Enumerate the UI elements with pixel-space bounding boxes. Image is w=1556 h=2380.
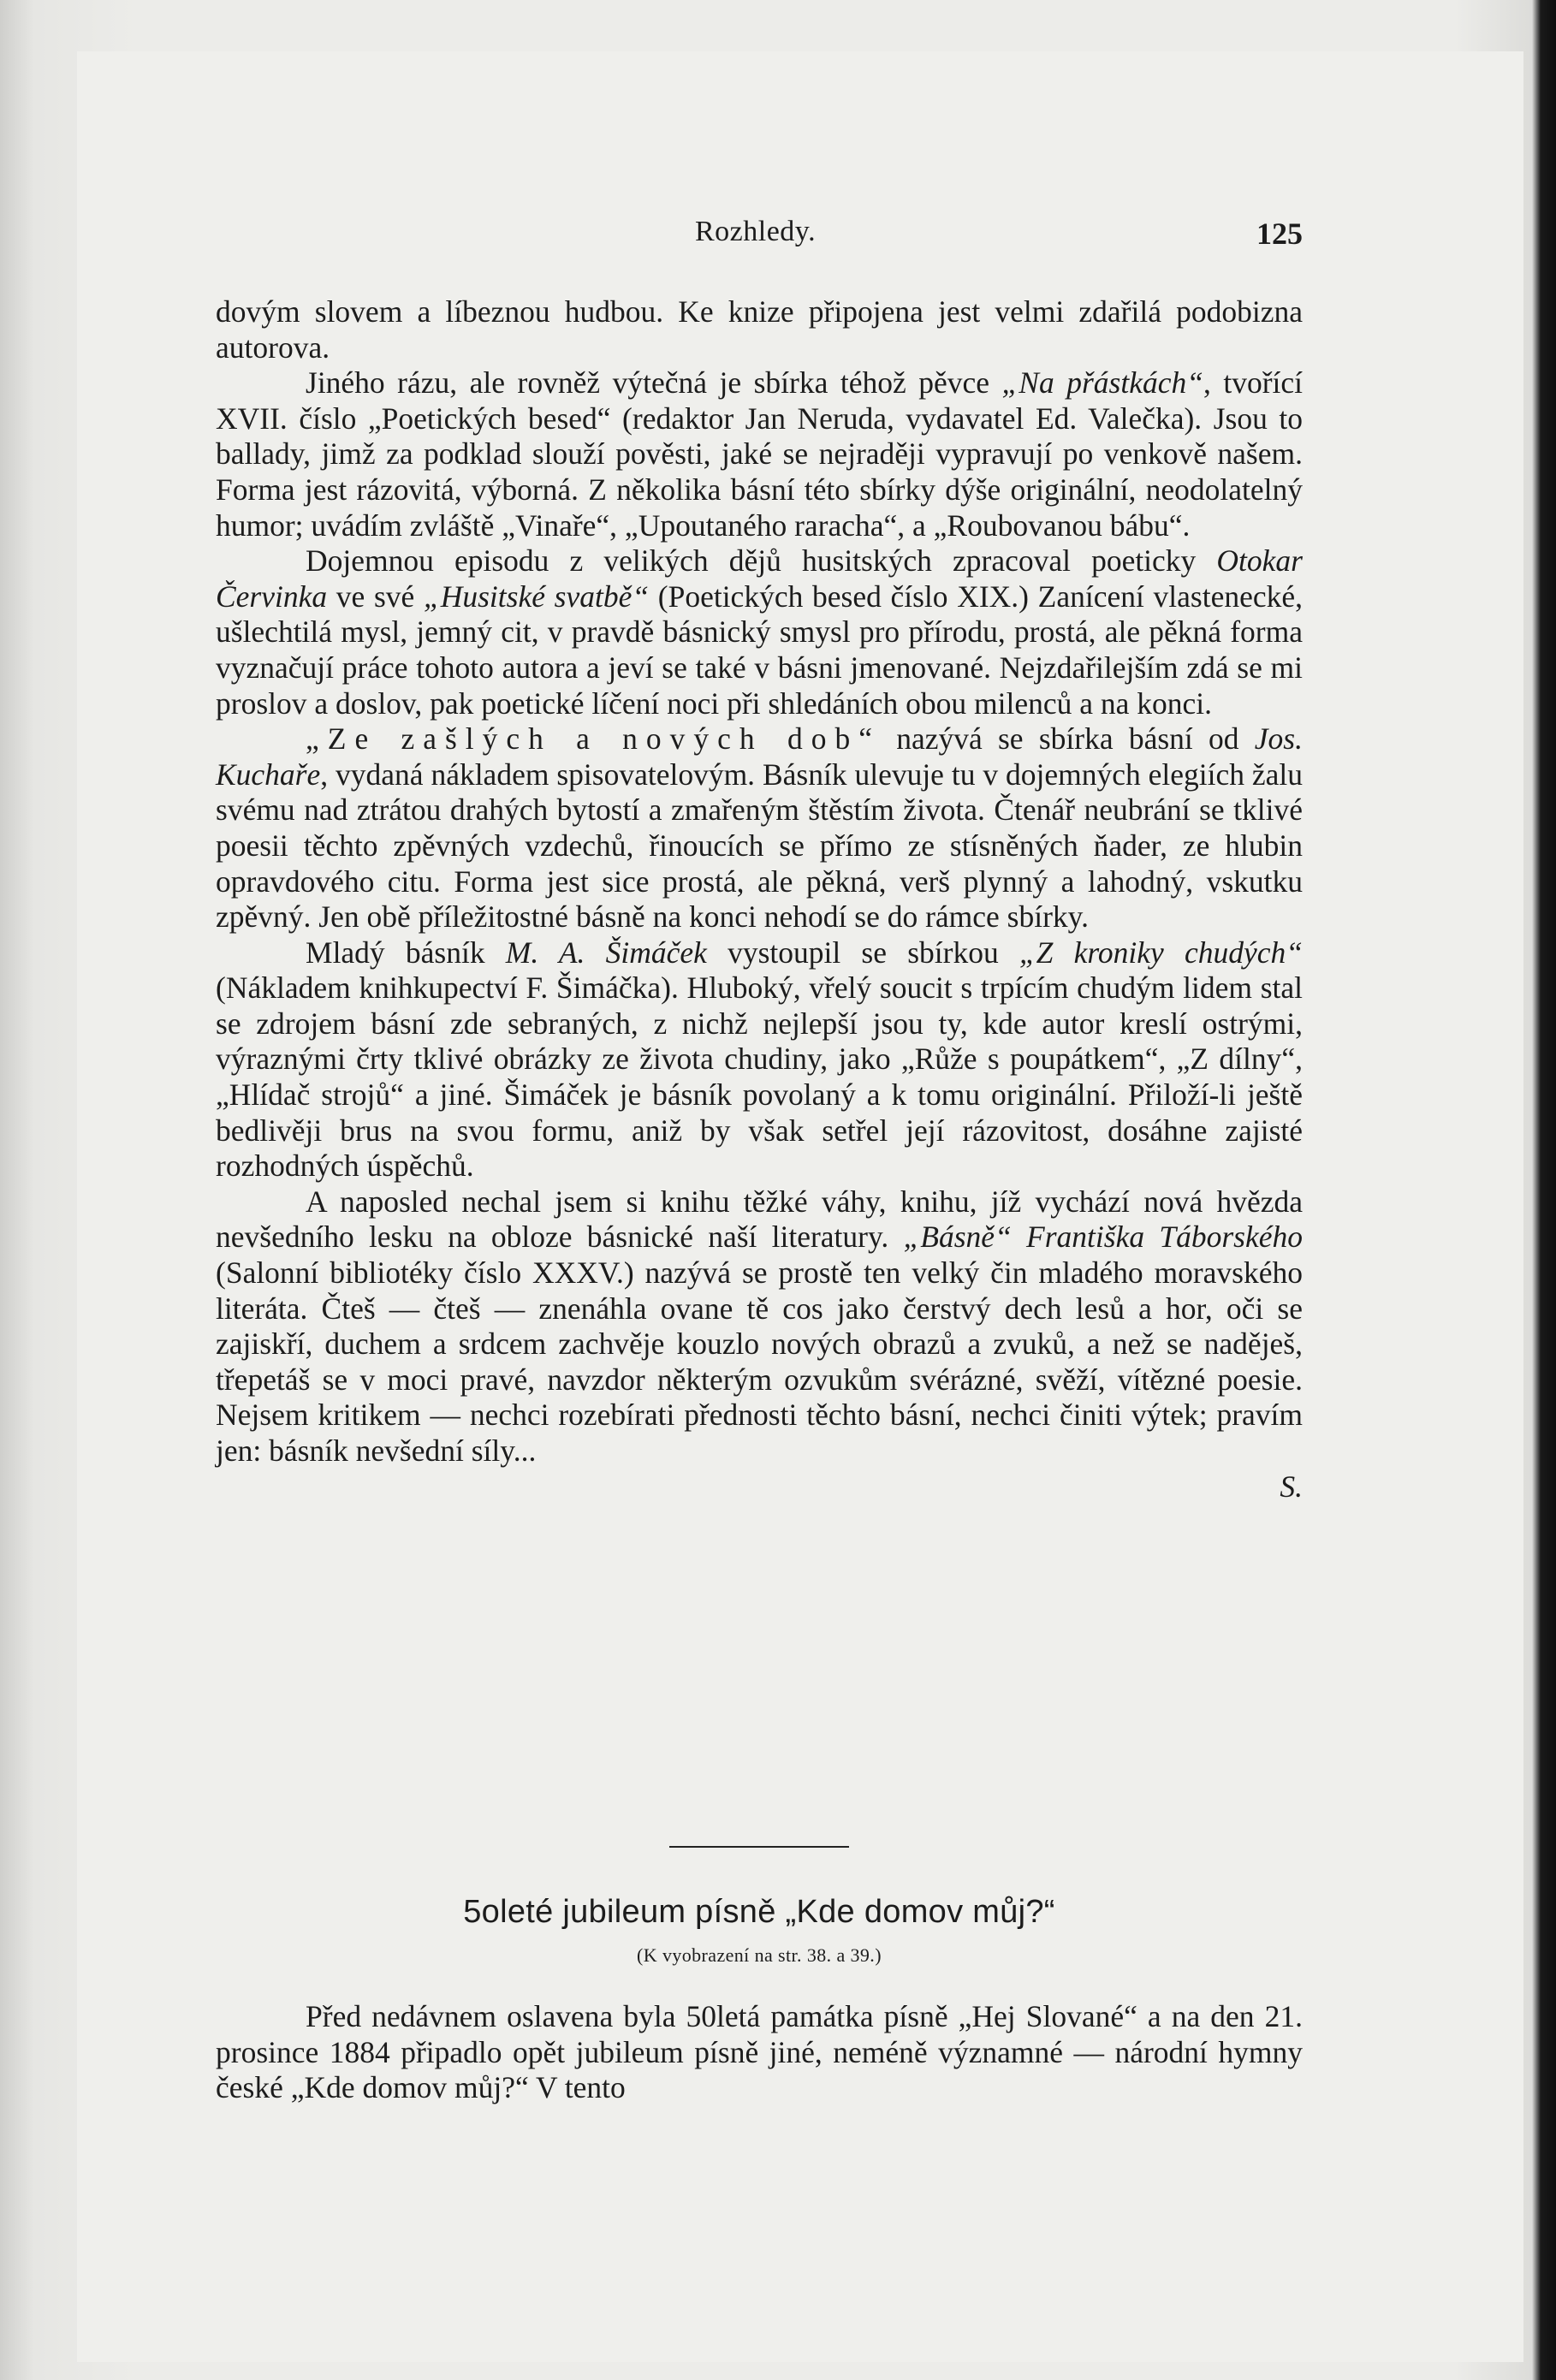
italic-title: Jos. Kuchaře bbox=[216, 721, 1303, 792]
paragraph: Před nedávnem oslavena byla 50letá památka písně „Hej Slované“ a na den 21. prosince 1884 připadlo opět jubileum písně jiné, neméně významné — národní hymny české „Kde domov můj?“ V tento bbox=[216, 1999, 1303, 2105]
section-subtitle: (K vyobrazení na str. 38. a 39.) bbox=[637, 1944, 882, 1966]
text-run: (Poetických besed číslo XIX.) Zanícení vlastenecké, ušlechtilá mysl, jemný cit, v pravdě básnický smysl pro přírodu, prostá, ale pěkná forma vyznačují práce tohoto autora a jeví se také v básni jmenované. Nejzdařilejším zdá se mi proslov a doslov, pak poetické líčení noci při shledáních obou milenců a na konci. bbox=[216, 579, 1303, 721]
paragraph bbox=[216, 543, 1303, 721]
paragraph bbox=[216, 294, 1303, 365]
text-run: A naposled nechal jsem si knihu těžké váhy, knihu, jíž vychází nová hvězda nevšedního lesku na obloze básnické naší literatury. bbox=[216, 1184, 1303, 1255]
spaced-title: „Ze zašlých a nových dob“ bbox=[306, 721, 881, 757]
paragraph bbox=[216, 721, 1303, 935]
italic-title: „Husitské svatbě“ bbox=[423, 579, 650, 614]
italic-title: „Básně“ Františka Táborského bbox=[903, 1220, 1303, 1255]
signature-text: S. bbox=[1280, 1469, 1303, 1504]
text-run: dovým slovem a líbeznou hudbou. Ke knize připojena jest velmi zdařilá podobizna autorova. bbox=[216, 294, 1303, 365]
page-header bbox=[216, 216, 1303, 253]
text-run: Dojemnou episodu z velikých dějů husitských zpracoval poeticky bbox=[306, 543, 1217, 579]
paragraph bbox=[216, 935, 1303, 1184]
text-run: Mladý básník bbox=[306, 935, 506, 970]
running-head: Rozhledy. bbox=[695, 216, 817, 247]
italic-title: „Na přástkách“ bbox=[1001, 365, 1203, 401]
text-run: , vydaná nákladem spisovatelovým. Básník ulevuje tu v dojemných elegiích žalu svému nad ztrátou drahých bytostí a zmařeným štěstím života. Čtenář neubrání se tklivé poesii těchto zpěvných vzdechů, řinoucích se přímo ze stísněných ňader, ze hlubin opravdového citu. Forma jest sice prostá, ale pěkná, verš plynný a lahodný, vskutku zpěvný. Jen obě příležitostné básně na konci nehodí se do rámce sbírky. bbox=[216, 757, 1303, 935]
paragraph bbox=[216, 365, 1303, 543]
text-run: ve své bbox=[327, 579, 424, 614]
text-run: Jiného rázu, ale rovněž výtečná je sbírka téhož pěvce bbox=[306, 365, 1002, 401]
section-title: 5oleté jubileum písně „Kde domov můj?“ bbox=[463, 1894, 1055, 1930]
italic-title: Otokar Červinka bbox=[216, 543, 1303, 614]
text-run: , tvořící XVII. číslo „Poetických besed“ (redaktor Jan Neruda, vydavatel Ed. Valečka). Jsou to ballady, jimž za podklad slouží pověsti, jaké se nejraději vypravují po venkově našem. Forma jest rázovitá, výborná. Z několika básní této sbírky dýše originální, neodolatelný humor; uvádím zvláště „Vinaře“, „Upoutaného raracha“, a „Roubovanou bábu“. bbox=[216, 365, 1304, 543]
section-body bbox=[216, 1999, 1303, 2106]
italic-title: „Z kroniky chudých“ bbox=[1019, 935, 1303, 970]
text-run: (Salonní bibliotéky číslo XXXV.) nazývá se prostě ten velký čin mladého moravského literáta. Čteš — čteš — znenáhla ovane tě cos jako čerstvý dech lesů a hor, oči se zajiskří, duchem a srdcem zachvěje kouzlo nových obrazů a zvuků, a než se naděješ, třepetáš se v moci pravé, navzdor některým ozvukům svérázné, svěží, vítězné poesie. Nejsem kritikem — nechci rozebírati přednosti těchto básní, nechci činiti výtek; pravím jen: básník nevšední síly... bbox=[216, 1255, 1303, 1468]
page-number: 125 bbox=[1256, 217, 1303, 251]
text-run: nazývá se sbírka básní od bbox=[880, 721, 1255, 757]
paragraph bbox=[216, 1184, 1303, 1469]
text-run: (Nákladem knihkupectví F. Šimáčka). Hluboký, vřelý soucit s trpícím chudým lidem stal se zdrojem básní zde sebraných, z nichž nejlepší jsou ty, kde autor kreslí ostrými, výraznými črty tklivé obrázky ze života chudiny, jako „Růže s poupátkem“, „Z dílny“, „Hlídač strojů“ a jiné. Šimáček je básník povolaný a k tomu originální. Přiloží-li ještě bedlivěji brus na svou formu, aniž by však setřel její rázovitost, dosáhne zajisté rozhodných úspěchů. bbox=[216, 970, 1303, 1184]
article-body bbox=[216, 294, 1303, 1505]
text-run: vystoupil se sbírkou bbox=[706, 935, 1019, 970]
section-divider bbox=[669, 1846, 849, 1848]
italic-title: M. A. Šimáček bbox=[505, 935, 707, 970]
author-signature bbox=[216, 1469, 1303, 1505]
